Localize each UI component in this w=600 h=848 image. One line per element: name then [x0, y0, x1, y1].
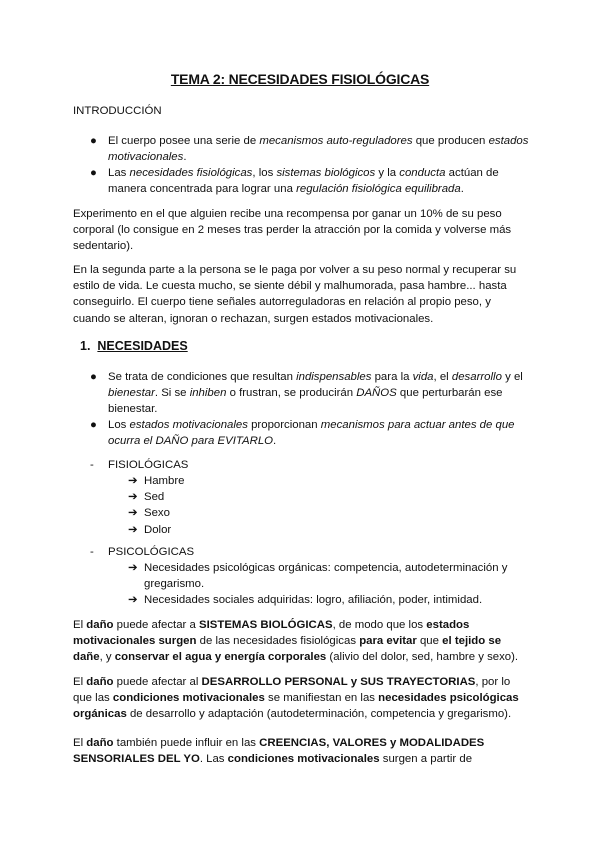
list-item: [128, 505, 534, 521]
paragraph-sistemas-biologicos: [73, 617, 531, 666]
text-run: o frustran, se producirán: [226, 387, 357, 400]
italic-text: mecanismos auto-reguladores: [259, 135, 413, 147]
document-title: TEMA 2: NECESIDADES FISIOLÓGICAS: [170, 71, 430, 87]
text-run: .: [460, 183, 464, 196]
text-run: también puede influir en las: [113, 737, 260, 749]
list-item-text: Hambre: [144, 475, 185, 487]
text-run: (alivio del dolor, sed, hambre y sexo).: [326, 651, 519, 664]
bold-text: para evitar: [359, 635, 417, 648]
italic-text: indispensables: [296, 371, 372, 383]
section-label: NECESIDADES: [97, 339, 188, 353]
section-heading: [80, 338, 538, 354]
section-number: 1.: [80, 339, 91, 353]
italic-text: DAÑOS: [356, 387, 397, 400]
bullet-icon: ●: [90, 135, 97, 147]
text-run: El cuerpo posee una serie de: [108, 135, 260, 147]
bullet-icon: ●: [90, 167, 97, 179]
arrow-icon: ➔: [128, 475, 138, 487]
text-run: El: [73, 619, 87, 631]
arrow-icon: ➔: [128, 594, 138, 607]
italic-text: inhiben: [189, 387, 227, 400]
italic-text: bienestar: [108, 387, 155, 400]
bold-text: condiciones motivacionales: [112, 692, 265, 705]
list-item-text: Necesidades sociales adquiridas: logro, afiliación, poder, intimidad.: [144, 594, 483, 607]
intro-heading: INTRODUCCIÓN: [73, 105, 162, 117]
fisiologicas-label: FISIOLÓGICAS: [108, 459, 189, 471]
bold-text: el tejido se dañe: [73, 635, 502, 664]
text-run: que: [416, 635, 443, 648]
paragraph-experiment: [73, 206, 531, 255]
text-run: se manifiestan en las: [264, 692, 379, 705]
bold-text: daño: [86, 676, 114, 688]
psicologicas-list: [128, 560, 534, 609]
italic-text: estados motivacionales: [108, 135, 529, 164]
paragraph-second-part: [73, 262, 531, 327]
paragraph-creencias: [73, 735, 531, 767]
text-run: y el: [501, 371, 523, 383]
italic-text: sistemas biológicos: [276, 167, 376, 179]
italic-text: desarrollo: [451, 371, 502, 383]
text-run: Experimento en el que alguien recibe una recompensa por ganar un 10% de su peso corporal (lo consigue en 2 meses tras perder la atracción por la comida y volverse más sedentario).: [73, 208, 512, 253]
paragraph-desarrollo-personal: [73, 674, 531, 723]
text-run: . Si se: [154, 387, 190, 400]
bold-text: conservar el agua y energía corporales: [114, 651, 327, 664]
text-run: puede afectar a: [113, 619, 200, 631]
section-bullet: [90, 417, 533, 449]
bold-text: necesidades psicológicas orgánicas: [73, 692, 519, 721]
arrow-icon: ➔: [128, 507, 138, 520]
list-item: [128, 473, 534, 489]
text-run: El: [73, 676, 87, 688]
text-run: que perturbarán ese bienestar.: [108, 387, 503, 416]
text-run: El: [73, 737, 87, 749]
text-run: de desarrollo y adaptación (autodeterminación, competencia y gregarismo).: [126, 708, 512, 721]
bold-text: SISTEMAS BIOLÓGICAS: [199, 619, 333, 631]
text-run: .: [183, 151, 187, 164]
text-run: , de modo que los: [332, 619, 427, 631]
text-run: Las: [108, 167, 130, 179]
bold-text: CREENCIAS, VALORES y MODALIDADES SENSORIALES DEL YO: [73, 737, 485, 766]
text-run: .: [273, 435, 277, 448]
fisiologicas-group: [90, 457, 533, 473]
text-run: , por lo que las: [73, 676, 511, 705]
text-run: para la: [371, 371, 413, 383]
italic-text: necesidades fisiológicas: [129, 167, 253, 179]
psicologicas-label: PSICOLÓGICAS: [108, 546, 195, 558]
arrow-icon: ➔: [128, 562, 138, 574]
italic-text: estados motivacionales: [129, 419, 248, 431]
text-run: de las necesidades fisiológicas: [196, 635, 360, 648]
list-item-text: Sed: [144, 491, 165, 504]
list-item: [128, 522, 534, 538]
bold-text: DESARROLLO PERSONAL y SUS TRAYECTORIAS: [201, 676, 476, 688]
intro-bullet: [90, 165, 533, 197]
text-run: proporcionan: [247, 419, 321, 431]
fisiologicas-list: [128, 473, 534, 538]
bullet-icon: ●: [90, 419, 97, 431]
bold-text: daño: [86, 737, 114, 749]
text-run: , y: [99, 651, 115, 664]
arrow-icon: ➔: [128, 491, 138, 504]
italic-text: mecanismos para actuar antes de que ocurra el DAÑO para EVITARLO: [108, 419, 515, 448]
dash-icon: -: [90, 459, 94, 471]
list-item: [128, 560, 534, 592]
text-run: surgen a partir de: [379, 753, 473, 766]
list-item: [128, 489, 534, 505]
dash-icon: -: [90, 546, 94, 558]
bullet-icon: ●: [90, 371, 97, 383]
text-run: que producen: [412, 135, 489, 147]
intro-bullet: [90, 133, 533, 165]
bold-text: estados motivacionales surgen: [73, 619, 470, 648]
list-item-text: Sexo: [144, 507, 170, 520]
italic-text: conducta: [399, 167, 446, 179]
text-run: En la segunda parte a la persona se le paga por volver a su peso normal y recuperar su estilo de vida. Le cuesta mucho, se siente débil y malhumorada, pasa hambre... hasta conseguirlo. El cuerpo tiene señales autorreguladoras en relación al propio peso, y cuando se alteran, ignoran o rechazan, surgen estados motivacionales.: [73, 264, 517, 325]
bold-text: condiciones motivacionales: [227, 753, 380, 766]
text-run: , los: [252, 167, 277, 179]
bold-text: daño: [86, 619, 114, 631]
text-run: Se trata de condiciones que resultan: [108, 371, 297, 383]
section-bullet: [90, 369, 533, 418]
psicologicas-group: [90, 544, 533, 560]
text-run: puede afectar al: [113, 676, 202, 688]
list-item-text: Dolor: [144, 523, 172, 536]
arrow-icon: ➔: [128, 523, 138, 536]
text-run: Los: [108, 419, 130, 431]
text-run: , el: [433, 371, 452, 383]
italic-text: vida: [412, 371, 434, 383]
list-item-text: Necesidades psicológicas orgánicas: competencia, autodeterminación y gregarismo.: [144, 562, 508, 591]
text-run: actúan de manera concentrada para lograr una: [108, 167, 499, 196]
text-run: . Las: [199, 753, 228, 766]
list-item: [128, 592, 534, 608]
text-run: y la: [375, 167, 400, 179]
italic-text: regulación fisiológica equilibrada: [296, 183, 461, 196]
